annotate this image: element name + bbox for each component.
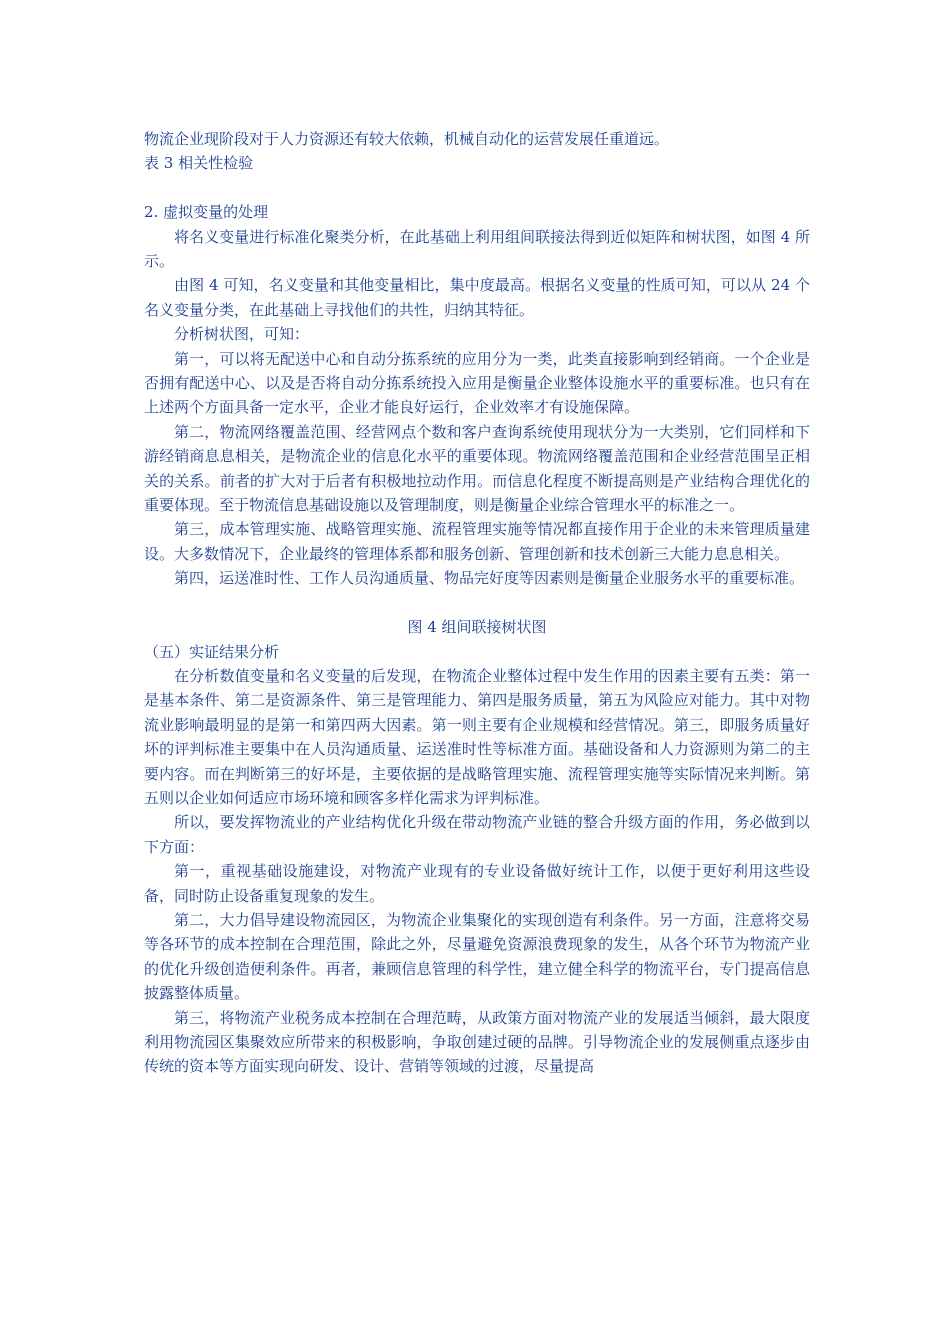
paragraph-recommendation-3: 第三，将物流产业税务成本控制在合理范畴，从政策方面对物流产业的发展适当倾斜，最大限度利用物流园区集聚效应所带来的积极影响，争取创建过硬的品牌。引导物流企业的发展侧重点逐步由传统的资本等方面实现向研发、设计、营销等领域的过渡，尽量提高 (144, 1008, 810, 1076)
table-3-caption: 表 3 相关性检验 (144, 154, 254, 173)
paragraph-result-analysis: 在分析数值变量和名义变量的后发现，在物流企业整体过程中发生作用的因素主要有五类：第一是基本条件、第二是资源条件、第三是管理能力、第四是服务质量，第五为风险应对能力。其中对物流业影响最明显的是第一和第四两大因素。第一则主要有企业规模和经营情况。第三，即服务质量好坏的评判标准主要集中在人员沟通质量、运送准时性等标准方面。基础设备和人力资源则为第二的主要内容。而在判断第三的好坏是，主要依据的是战略管理实施、流程管理实施等实际情况来判断。第五则以企业如何适应市场环境和顾客多样化需求为评判标准。 (144, 666, 810, 807)
blank-line (144, 176, 810, 200)
paragraph-point-first: 第一，可以将无配送中心和自动分拣系统的应用分为一类，此类直接影响到经销商。一个企业是否拥有配送中心、以及是否将自动分拣系统投入应用是衡量企业整体设施水平的重要标准。也只有在上述两个方面具备一定水平，企业才能良好运行，企业效率才有设施保障。 (144, 349, 810, 417)
section-5-heading: （五）实证结果分析 (144, 642, 280, 661)
paragraph-point-second: 第二，物流网络覆盖范围、经营网点个数和客户查询系统使用现状分为一大类别，它们同样和下游经销商息息相关，是物流企业的信息化水平的重要体现。物流网络覆盖范围和企业经营范围呈正相关的关系。前者的扩大对于后者有积极地拉动作用。而信息化程度不断提高则是产业结构合理优化的重要体现。至于物流信息基础设施以及管理制度，则是衡量企业综合管理水平的标准之一。 (144, 422, 810, 515)
paragraph-point-third: 第三，成本管理实施、战略管理实施、流程管理实施等情况都直接作用于企业的未来管理质量建设。大多数情况下，企业最终的管理体系都和服务创新、管理创新和技术创新三大能力息息相关。 (144, 520, 810, 563)
paragraph-intro-tail: 物流企业现阶段对于人力资源还有较大依赖，机械自动化的运营发展任重道远。 (144, 130, 670, 148)
paragraph-cluster-analysis: 将名义变量进行标准化聚类分析，在此基础上利用组间联接法得到近似矩阵和树状图，如图 4 所示。 (144, 227, 810, 271)
paragraph-recommendation-2: 第二，大力倡导建设物流园区，为物流企业集聚化的实现创造有利条件。另一方面，注意将交易等各环节的成本控制在合理范围，除此之外，尽量避免资源浪费现象的发生，从各个环节为物流产业的优化升级创造便利条件。再者，兼顾信息管理的科学性，建立健全科学的物流平台，专门提高信息披露整体质量。 (144, 910, 810, 1003)
blank-line (144, 591, 810, 615)
paragraph-figure-4-intro: 由图 4 可知，名义变量和其他变量相比，集中度最高。根据名义变量的性质可知，可以从 24 个名义变量分类，在此基础上寻找他们的共性，归纳其特征。 (144, 276, 810, 319)
figure-4-caption: 图 4 组间联接树状图 (407, 618, 547, 637)
paragraph-point-fourth: 第四，运送准时性、工作人员沟通质量、物品完好度等因素则是衡量企业服务水平的重要标准。 (174, 569, 805, 588)
paragraph-therefore: 所以，要发挥物流业的产业结构优化升级在带动物流产业链的整合升级方面的作用，务必做到以下方面： (144, 813, 810, 856)
paragraph-recommendation-1: 第一，重视基础设施建设，对物流产业现有的专业设备做好统计工作，以便于更好利用这些设备，同时防止设备重复现象的发生。 (144, 862, 810, 905)
paragraph-analysis-lead: 分析树状图，可知： (174, 325, 310, 344)
section-2-heading: 2. 虚拟变量的处理 (144, 203, 269, 222)
